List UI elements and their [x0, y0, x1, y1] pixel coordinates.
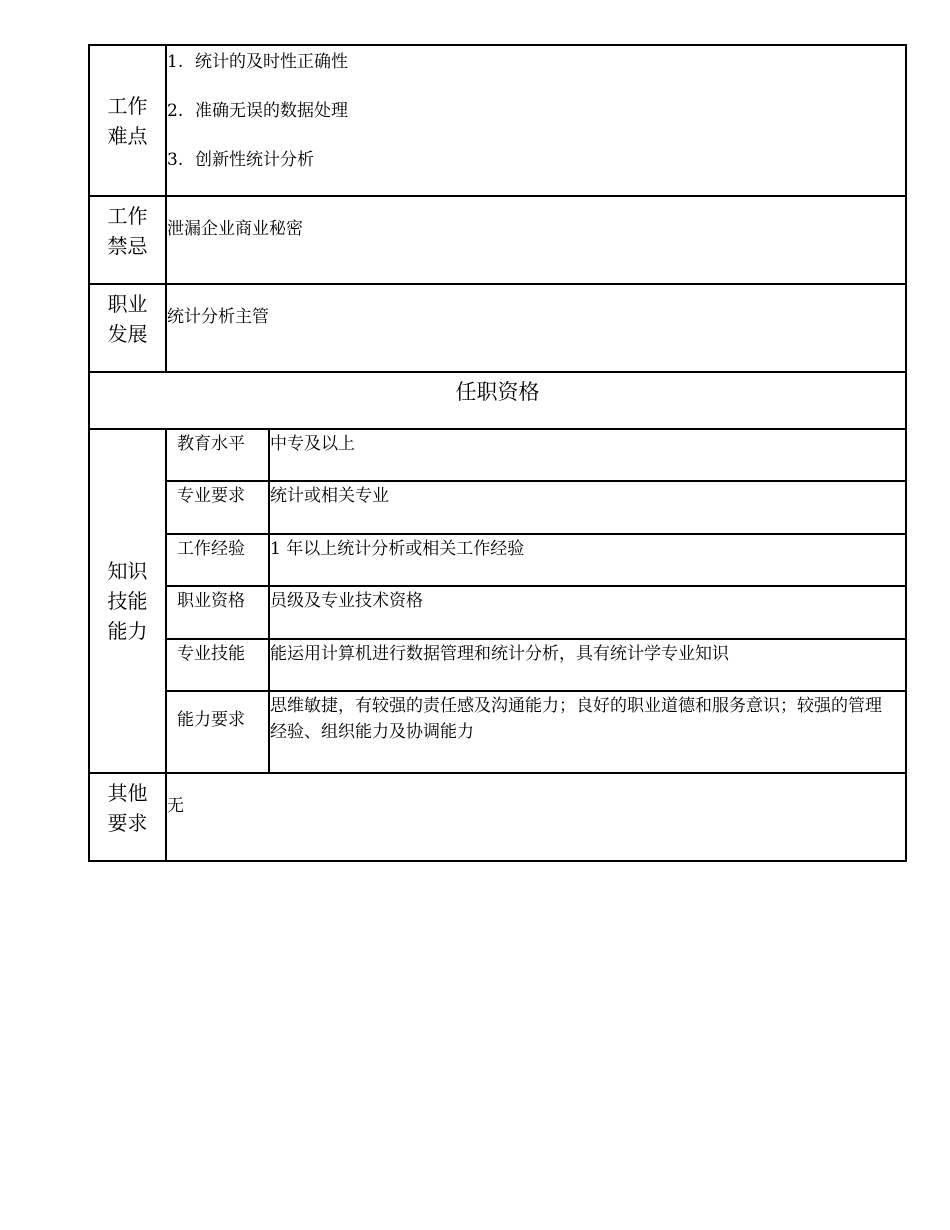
work-taboo-content: 泄漏企业商业秘密 — [167, 219, 303, 239]
table-row — [167, 430, 905, 482]
knowledge-skills-block — [90, 430, 905, 774]
list-item — [167, 50, 905, 99]
item-number: 2. — [167, 101, 184, 121]
work-difficulty-content — [167, 46, 905, 195]
row-label-career-development: 职业发展 — [90, 285, 167, 371]
job-description-table — [88, 44, 907, 862]
table-row — [167, 535, 905, 587]
row-label-knowledge-skills: 知识技能能力 — [90, 430, 167, 772]
table-row — [167, 482, 905, 535]
qualification-label: 专业要求 — [167, 482, 270, 533]
row-career-development — [90, 285, 905, 373]
qualifications-title: 任职资格 — [90, 373, 905, 430]
qualification-value: 能运用计算机进行数据管理和统计分析，具有统计学专业知识 — [270, 644, 729, 664]
career-development-content: 统计分析主管 — [167, 307, 269, 327]
table-row — [167, 640, 905, 692]
table-row — [167, 692, 905, 772]
qualification-label: 专业技能 — [167, 640, 270, 690]
row-label-other-requirements: 其他要求 — [90, 774, 167, 860]
qualification-value: 统计或相关专业 — [270, 486, 389, 506]
qualification-label: 工作经验 — [167, 535, 270, 585]
item-text: 统计的及时性正确性 — [195, 52, 348, 72]
row-other-requirements — [90, 774, 905, 860]
item-text: 准确无误的数据处理 — [195, 101, 348, 121]
item-number: 1. — [167, 52, 184, 72]
qualification-value: 员级及专业技术资格 — [270, 591, 423, 611]
table-row — [167, 587, 905, 640]
item-text: 创新性统计分析 — [195, 150, 314, 170]
qualifications-subtable — [167, 430, 905, 772]
qualification-value: 1 年以上统计分析或相关工作经验 — [270, 539, 525, 559]
item-number: 3. — [167, 150, 184, 170]
list-item — [167, 99, 905, 148]
qualification-value: 思维敏捷，有较强的责任感及沟通能力；良好的职业道德和服务意识；较强的管理经验、组织能力及协调能力 — [270, 696, 882, 742]
list-item — [167, 148, 905, 197]
other-requirements-content: 无 — [167, 796, 184, 816]
qualification-label: 职业资格 — [167, 587, 270, 638]
row-work-taboo — [90, 197, 905, 285]
difficulty-list — [167, 50, 905, 197]
row-work-difficulty — [90, 46, 905, 197]
row-label-work-difficulty: 工作难点 — [90, 46, 167, 195]
qualification-label: 能力要求 — [167, 692, 270, 772]
qualification-label: 教育水平 — [167, 430, 270, 480]
row-label-work-taboo: 工作禁忌 — [90, 197, 167, 283]
qualification-value: 中专及以上 — [270, 434, 355, 454]
